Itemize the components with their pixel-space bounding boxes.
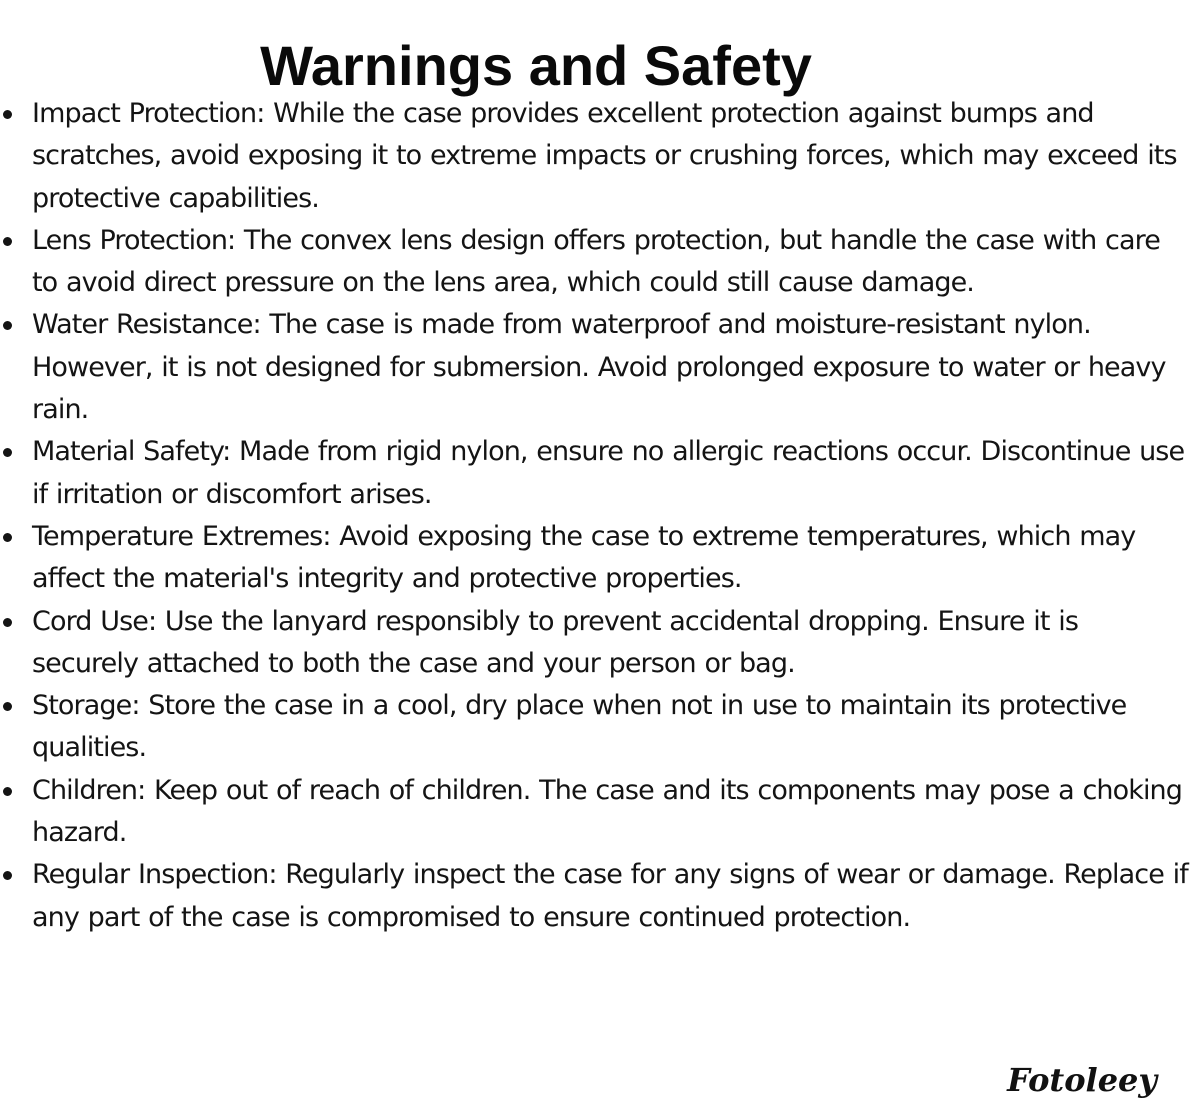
bullet-icon [3, 702, 12, 711]
bullet-icon [3, 618, 12, 627]
warning-text: Cord Use: Use the lanyard responsibly to prevent accidental dropping. Ensure it is securely attached to both the case and your person or bag. [32, 605, 1078, 679]
brand-logo: Fotoleey [1007, 1061, 1157, 1099]
warning-item-storage [0, 685, 1190, 770]
warning-item-lens-protection [0, 220, 1190, 305]
warning-item-impact-protection [0, 93, 1190, 220]
bullet-icon [3, 533, 12, 542]
bullet-icon [3, 110, 12, 119]
warning-text: Regular Inspection: Regularly inspect the case for any signs of wear or damage. Replace if any part of the case is compromised to ensure continued protection. [32, 859, 1188, 933]
warning-text: Water Resistance: The case is made from waterproof and moisture-resistant nylon. However, it is not designed for submersion. Avoid prolonged exposure to water or heavy rain. [32, 309, 1166, 426]
bullet-icon [3, 448, 12, 457]
bullet-icon [3, 871, 12, 880]
warning-text: Temperature Extremes: Avoid exposing the case to extreme temperatures, which may affect the material's integrity and protective properties. [32, 520, 1136, 595]
warning-item-water-resistance [0, 304, 1190, 431]
warnings-list [0, 93, 1190, 939]
warning-text: Material Safety: Made from rigid nylon, ensure no allergic reactions occur. Discontinue use if irritation or discomfort arises. [32, 436, 1185, 510]
warning-text: Lens Protection: The convex lens design offers protection, but handle the case with care to avoid direct pressure on the lens area, which could still cause damage. [32, 224, 1160, 299]
bullet-icon [3, 237, 12, 246]
warning-item-children [0, 770, 1190, 855]
warning-text: Storage: Store the case in a cool, dry place when not in use to maintain its protective qualities. [32, 690, 1127, 764]
bullet-icon [3, 321, 12, 330]
warning-item-cord-use [0, 601, 1190, 686]
bullet-icon [3, 787, 12, 796]
page-title: Warnings and Safety [260, 33, 812, 97]
warning-item-regular-inspection [0, 854, 1190, 939]
warning-text: Children: Keep out of reach of children. The case and its components may pose a choking hazard. [32, 774, 1183, 849]
warning-item-temperature-extremes [0, 516, 1190, 601]
warning-item-material-safety [0, 431, 1190, 516]
warning-text: Impact Protection: While the case provides excellent protection against bumps and scratches, avoid exposing it to extreme impacts or crushing forces, which may exceed its protective capabilities. [32, 98, 1177, 214]
